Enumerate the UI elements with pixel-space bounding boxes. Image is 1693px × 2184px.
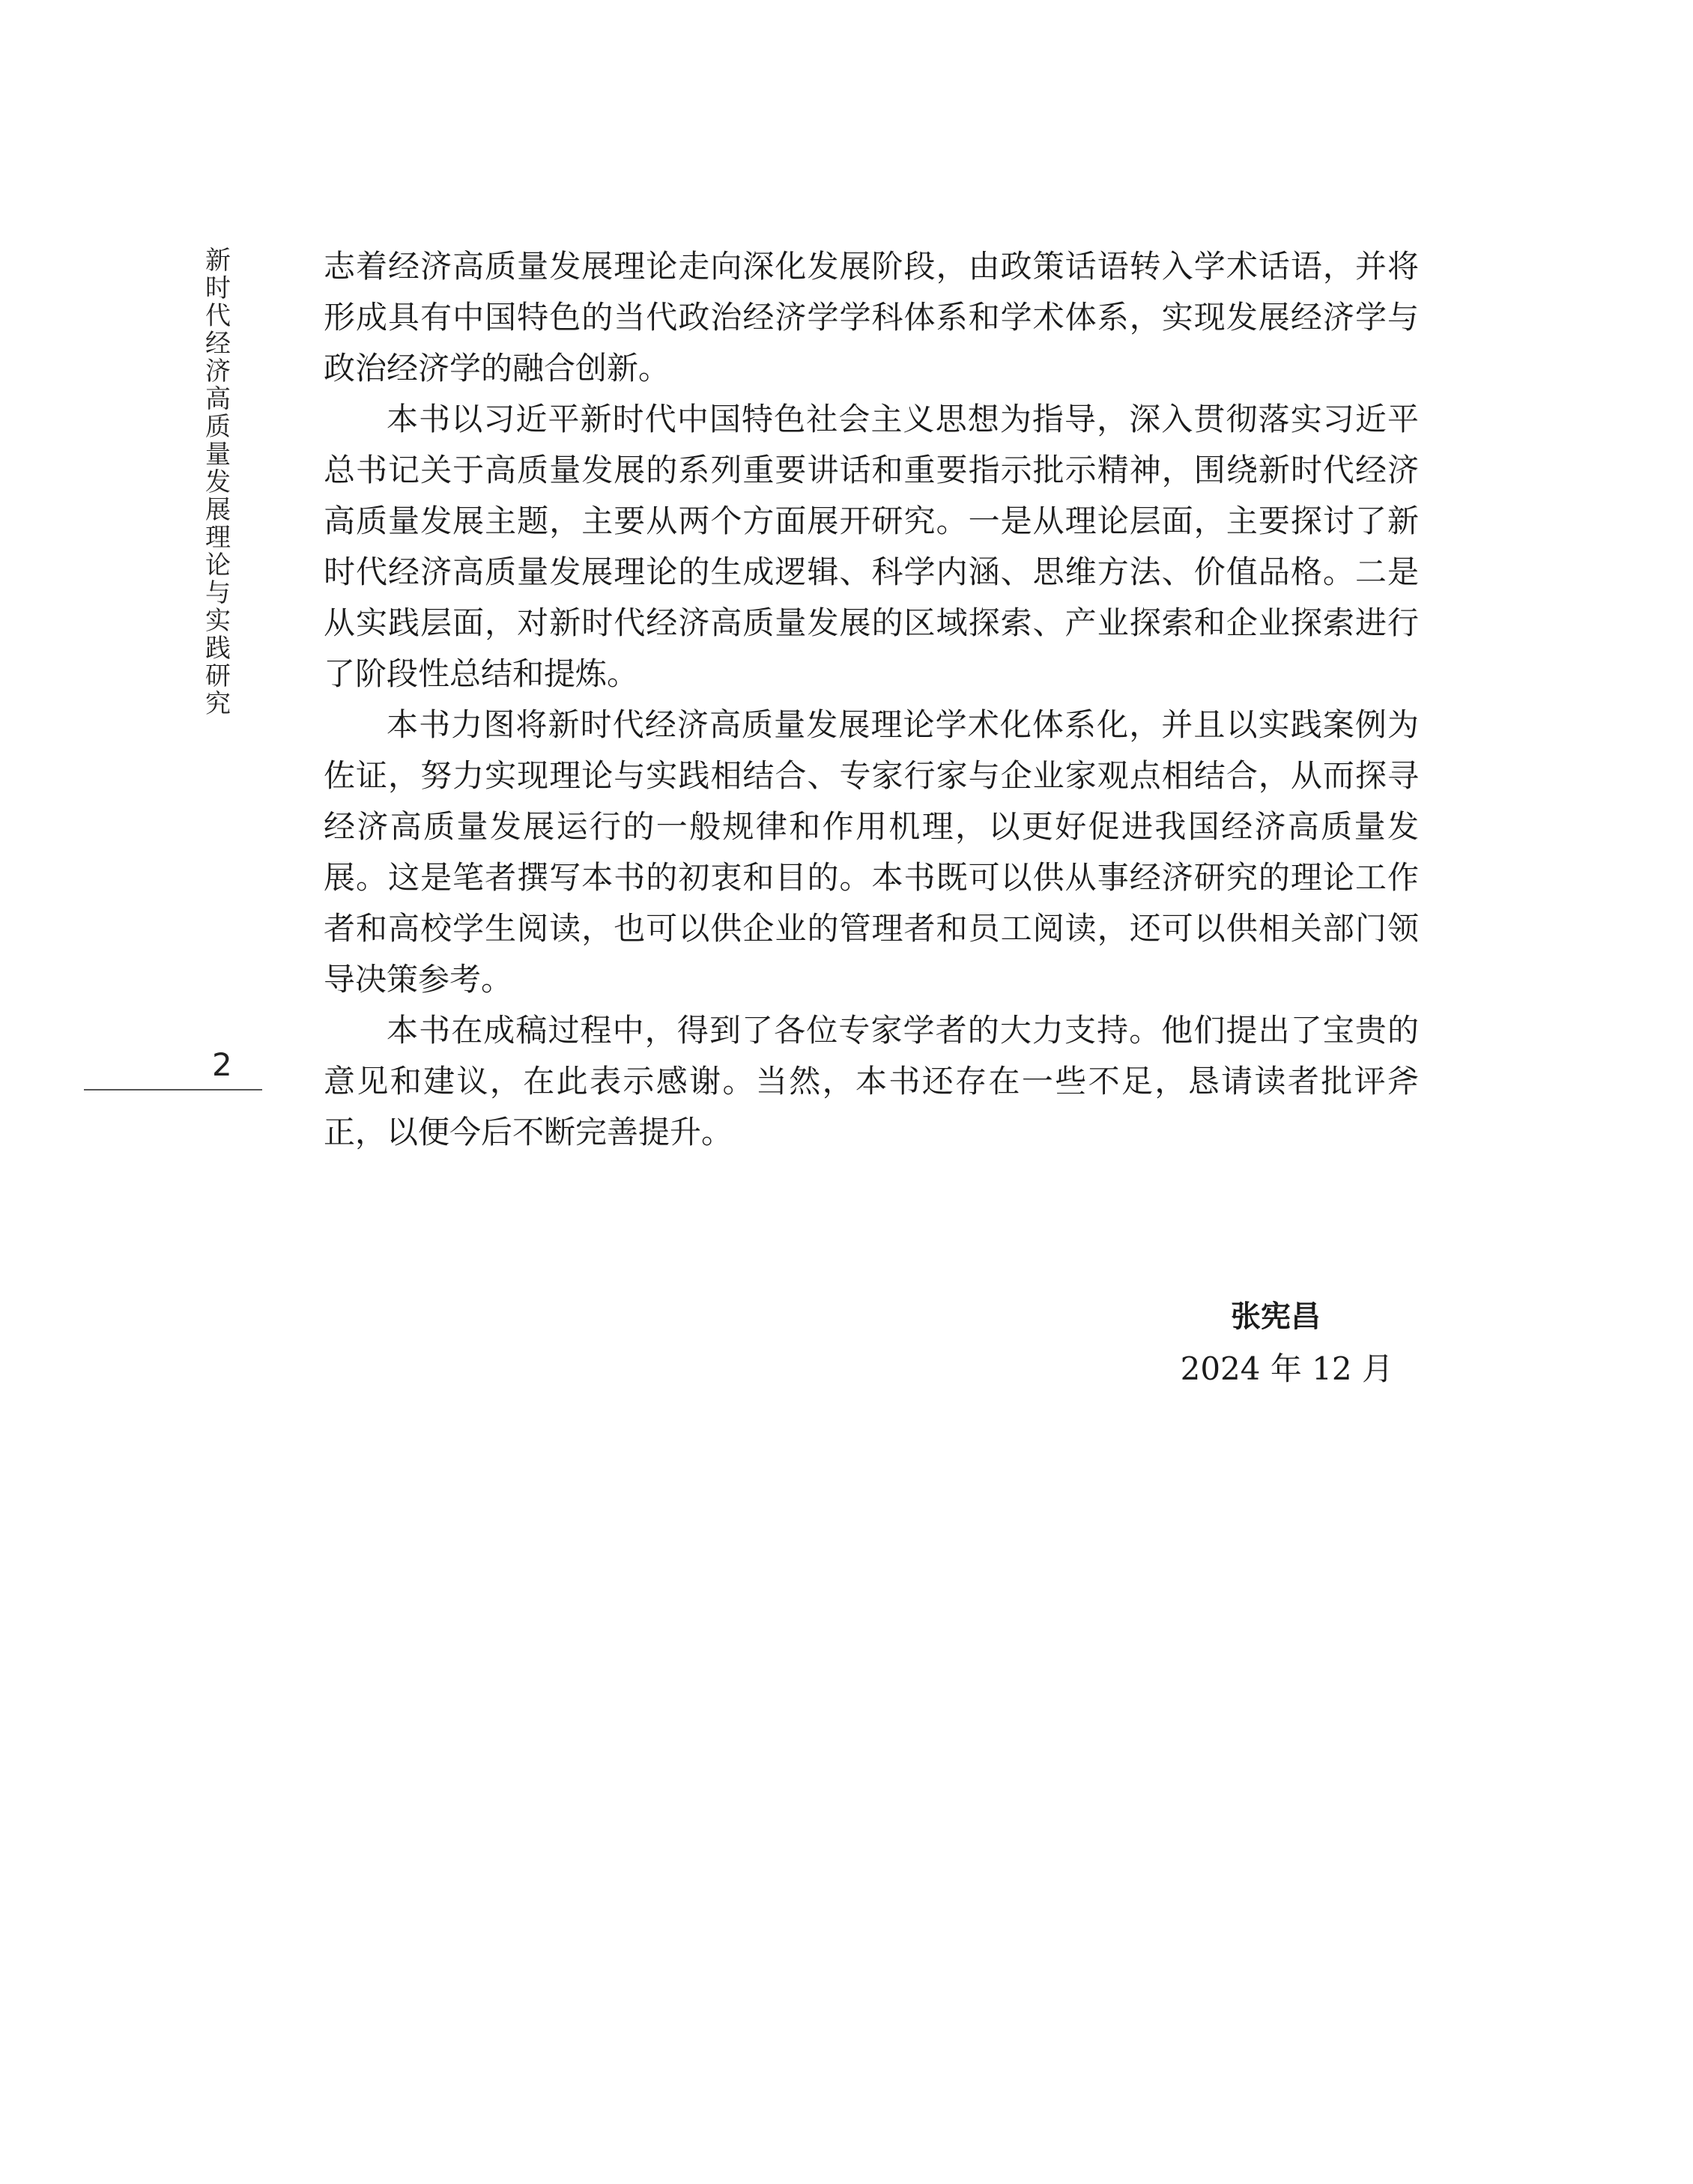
paragraph-acknowledgement: 本书在成稿过程中，得到了各位专家学者的大力支持。他们提出了宝贵的意见和建议，在此表示感谢。当然，本书还存在一些不足，恳请读者批评斧正，以便今后不断完善提升。 — [324, 1012, 1419, 1150]
paragraph-purpose: 本书力图将新时代经济高质量发展理论学术化体系化，并且以实践案例为佐证，努力实现理论与实践相结合、专家行家与企业家观点相结合，从而探寻经济高质量发展运行的一般规律和作用机理，以更好促进我国经济高质量发展。这是笔者撰写本书的初衷和目的。本书既可以供从事经济研究的理论工作者和高校学生阅读，也可以供企业的管理者和员工阅读，还可以供相关部门领导决策参考。 — [324, 706, 1419, 998]
body-text — [324, 241, 1419, 1158]
page-number-rule — [84, 1089, 262, 1091]
signature-date: 2024 年 12 月 — [1180, 1350, 1393, 1387]
signature-block — [1169, 1296, 1393, 1390]
author-name: 张宪昌 — [1231, 1299, 1321, 1334]
paragraph-guiding-thought: 本书以习近平新时代中国特色社会主义思想为指导，深入贯彻落实习近平总书记关于高质量发展的系列重要讲话和重要指示批示精神，围绕新时代经济高质量发展主题，主要从两个方面展开研究。一是从理论层面，主要探讨了新时代经济高质量发展理论的生成逻辑、科学内涵、思维方法、价值品格。二是从实践层面，对新时代经济高质量发展的区域探索、产业探索和企业探索进行了阶段性总结和提炼。 — [324, 401, 1419, 692]
page-number: 2 — [212, 1046, 232, 1083]
running-title: 新时代经济高质量发展理论与实践研究 — [205, 246, 231, 719]
paragraph-continuation: 志着经济高质量发展理论走向深化发展阶段，由政策话语转入学术话语，并将形成具有中国特色的当代政治经济学学科体系和学术体系，实现发展经济学与政治经济学的融合创新。 — [324, 248, 1419, 386]
